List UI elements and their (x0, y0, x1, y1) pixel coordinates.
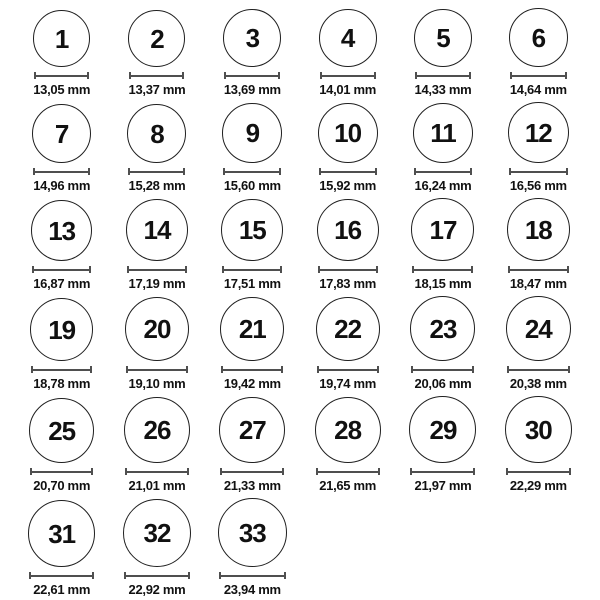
ring-size-cell (300, 8, 395, 98)
ring-size-number: 2 (150, 23, 164, 54)
measure-bar (417, 75, 469, 77)
diameter-measure-line (317, 366, 379, 373)
ring-size-number: 1 (54, 23, 69, 54)
ring-size-cell (300, 198, 395, 292)
diameter-measure-line (127, 266, 187, 273)
measure-bar (130, 171, 183, 173)
measure-bar (510, 269, 567, 271)
diameter-measure-line (508, 266, 569, 273)
measure-bar (223, 369, 281, 371)
ring-size-number: 24 (524, 313, 552, 344)
measure-endcap-right-icon (375, 168, 377, 175)
ring-size-cell (205, 296, 300, 392)
measure-endcap-right-icon (92, 572, 94, 579)
ring-size-cell (395, 8, 490, 98)
ring-circle (218, 498, 287, 567)
ring-circle (127, 104, 186, 163)
ring-circle (508, 102, 569, 163)
diameter-label: 17,83 mm (319, 276, 377, 291)
ring-size-number: 33 (238, 517, 266, 548)
diameter-measure-line (221, 366, 283, 373)
diameter-measure-line (32, 266, 91, 273)
ring-size-cell (109, 296, 204, 392)
measure-endcap-right-icon (188, 572, 190, 579)
ring-circle (509, 8, 568, 67)
ring-size-number: 32 (143, 518, 171, 548)
ring-size-number: 29 (429, 414, 457, 445)
measure-endcap-right-icon (89, 266, 91, 273)
diameter-label: 23,94 mm (223, 582, 281, 597)
ring-size-cell (300, 102, 395, 194)
measure-bar (318, 471, 378, 473)
ring-size-number: 4 (340, 23, 355, 53)
ring-size-cell (491, 296, 586, 392)
ring-circle (29, 398, 94, 463)
measure-bar (36, 75, 87, 77)
diameter-measure-line (222, 266, 282, 273)
diameter-label: 14,01 mm (319, 82, 377, 97)
diameter-label: 21,33 mm (223, 478, 281, 493)
diameter-measure-line (126, 366, 188, 373)
ring-circle (319, 9, 377, 67)
ring-circle (507, 198, 570, 261)
ring-circle (318, 103, 378, 163)
ring-size-number: 27 (238, 415, 266, 445)
ring-size-cell (109, 396, 204, 494)
measure-bar (413, 369, 472, 371)
measure-bar (412, 471, 473, 473)
ring-circle (410, 296, 475, 361)
ring-size-number: 12 (524, 117, 552, 148)
ring-size-cell (109, 8, 204, 98)
measure-bar (511, 171, 566, 173)
ring-size-number: 10 (334, 118, 362, 148)
ring-size-cell (14, 498, 109, 598)
ring-size-number: 9 (245, 118, 260, 148)
measure-endcap-right-icon (469, 72, 471, 79)
ring-size-cell (205, 198, 300, 292)
diameter-measure-line (414, 168, 472, 175)
ring-size-number: 30 (524, 414, 552, 445)
diameter-label: 13,37 mm (128, 82, 186, 97)
ring-circle (128, 10, 185, 67)
ring-circle (506, 296, 571, 361)
measure-endcap-right-icon (376, 266, 378, 273)
measure-endcap-right-icon (565, 72, 567, 79)
ring-circle (414, 9, 472, 67)
ring-size-number: 16 (334, 215, 362, 245)
ring-size-number: 19 (48, 314, 76, 345)
diameter-measure-line (31, 366, 92, 373)
measure-endcap-right-icon (88, 168, 90, 175)
ring-circle (223, 9, 281, 67)
ring-circle (28, 500, 95, 567)
ring-size-number: 15 (238, 215, 266, 245)
measure-endcap-right-icon (282, 468, 284, 475)
measure-endcap-right-icon (377, 366, 379, 373)
measure-endcap-right-icon (278, 72, 280, 79)
ring-size-cell (205, 396, 300, 494)
measure-endcap-right-icon (183, 168, 185, 175)
diameter-label: 22,29 mm (509, 478, 567, 493)
diameter-label: 22,61 mm (33, 582, 91, 597)
ring-size-cell (491, 198, 586, 292)
ring-circle (316, 297, 380, 361)
diameter-label: 20,70 mm (33, 478, 91, 493)
ring-size-cell (205, 8, 300, 98)
ring-circle (409, 396, 476, 463)
ring-size-number: 26 (143, 415, 171, 445)
diameter-measure-line (30, 468, 93, 475)
diameter-measure-line (33, 168, 90, 175)
diameter-label: 16,56 mm (509, 178, 567, 193)
ring-size-number: 13 (48, 215, 76, 246)
measure-bar (31, 575, 92, 577)
ring-size-number: 17 (429, 214, 457, 245)
diameter-measure-line (411, 366, 474, 373)
diameter-measure-line (506, 468, 571, 475)
diameter-label: 16,87 mm (33, 276, 91, 291)
ring-circle (123, 499, 191, 567)
diameter-label: 19,74 mm (319, 376, 377, 391)
measure-endcap-right-icon (280, 266, 282, 273)
measure-endcap-right-icon (186, 366, 188, 373)
measure-bar (32, 471, 91, 473)
diameter-label: 19,10 mm (128, 376, 186, 391)
diameter-label: 15,28 mm (128, 178, 186, 193)
diameter-measure-line (510, 72, 567, 79)
diameter-label: 21,65 mm (319, 478, 377, 493)
ring-size-number: 21 (238, 314, 266, 344)
ring-circle (222, 103, 282, 163)
ring-size-number: 5 (436, 23, 450, 53)
ring-size-cell (491, 8, 586, 98)
ring-size-cell (395, 198, 490, 292)
ring-size-number: 6 (531, 22, 546, 53)
ring-size-cell (14, 396, 109, 494)
diameter-measure-line (410, 468, 475, 475)
measure-endcap-right-icon (91, 468, 93, 475)
diameter-measure-line (29, 572, 94, 579)
ring-size-number: 7 (54, 118, 69, 149)
ring-circle (33, 10, 90, 67)
diameter-measure-line (224, 72, 280, 79)
ring-circle (124, 397, 190, 463)
ring-size-cell (109, 198, 204, 292)
ring-circle (30, 298, 93, 361)
diameter-label: 21,97 mm (414, 478, 472, 493)
measure-endcap-right-icon (566, 168, 568, 175)
ring-size-number: 8 (150, 118, 164, 149)
diameter-label: 22,92 mm (128, 582, 186, 597)
ring-size-number: 31 (48, 518, 76, 549)
ring-size-cell (395, 396, 490, 494)
ring-size-cell (14, 8, 109, 98)
diameter-label: 16,24 mm (414, 178, 472, 193)
diameter-label: 19,42 mm (223, 376, 281, 391)
diameter-label: 14,64 mm (509, 82, 567, 97)
ring-size-cell (300, 396, 395, 494)
measure-bar (225, 171, 279, 173)
measure-endcap-right-icon (279, 168, 281, 175)
diameter-measure-line (319, 168, 377, 175)
measure-endcap-right-icon (472, 366, 474, 373)
measure-endcap-right-icon (87, 72, 89, 79)
diameter-measure-line (220, 468, 284, 475)
measure-bar (320, 269, 376, 271)
measure-bar (34, 269, 89, 271)
measure-endcap-right-icon (187, 468, 189, 475)
diameter-label: 18,47 mm (509, 276, 567, 291)
ring-size-cell (14, 296, 109, 392)
measure-bar (416, 171, 470, 173)
measure-endcap-right-icon (284, 572, 286, 579)
diameter-measure-line (124, 572, 190, 579)
measure-bar (321, 171, 375, 173)
measure-endcap-right-icon (185, 266, 187, 273)
diameter-measure-line (129, 72, 184, 79)
diameter-measure-line (507, 366, 570, 373)
measure-bar (224, 269, 280, 271)
ring-circle (317, 199, 379, 261)
measure-bar (322, 75, 374, 77)
ring-size-number: 20 (143, 314, 171, 344)
ring-size-number: 28 (334, 415, 362, 445)
diameter-measure-line (34, 72, 89, 79)
measure-endcap-right-icon (569, 468, 571, 475)
measure-endcap-right-icon (90, 366, 92, 373)
ring-size-number: 11 (430, 118, 456, 148)
diameter-label: 15,60 mm (223, 178, 281, 193)
measure-bar (127, 471, 187, 473)
measure-bar (128, 369, 186, 371)
ring-size-number: 23 (429, 313, 457, 344)
ring-size-cell (14, 102, 109, 194)
ring-circle (31, 200, 92, 261)
measure-endcap-right-icon (473, 468, 475, 475)
measure-endcap-right-icon (378, 468, 380, 475)
ring-size-cell (491, 396, 586, 494)
diameter-label: 21,01 mm (128, 478, 186, 493)
diameter-measure-line (128, 168, 185, 175)
ring-size-cell (109, 498, 204, 598)
ring-size-number: 25 (48, 415, 76, 446)
measure-bar (512, 75, 565, 77)
ring-circle (315, 397, 381, 463)
measure-bar (508, 471, 569, 473)
diameter-measure-line (320, 72, 376, 79)
measure-bar (35, 171, 88, 173)
diameter-label: 14,33 mm (414, 82, 472, 97)
diameter-label: 15,92 mm (319, 178, 377, 193)
measure-bar (129, 269, 185, 271)
diameter-label: 13,69 mm (223, 82, 281, 97)
measure-endcap-right-icon (374, 72, 376, 79)
measure-endcap-right-icon (471, 266, 473, 273)
ring-size-cell (109, 102, 204, 194)
diameter-label: 17,51 mm (223, 276, 281, 291)
diameter-measure-line (509, 168, 568, 175)
measure-bar (222, 471, 282, 473)
measure-bar (414, 269, 471, 271)
ring-size-number: 22 (334, 314, 362, 344)
ring-size-cell (205, 102, 300, 194)
ring-size-cell (395, 102, 490, 194)
ring-size-cell (491, 102, 586, 194)
ring-circle (32, 104, 91, 163)
diameter-measure-line (412, 266, 473, 273)
diameter-label: 20,06 mm (414, 376, 472, 391)
diameter-label: 13,05 mm (33, 82, 91, 97)
measure-endcap-right-icon (470, 168, 472, 175)
diameter-measure-line (415, 72, 471, 79)
ring-circle (125, 297, 189, 361)
diameter-label: 18,15 mm (414, 276, 472, 291)
measure-bar (509, 369, 568, 371)
ring-size-number: 18 (524, 214, 552, 245)
ring-circle (221, 199, 283, 261)
ring-size-cell (300, 296, 395, 392)
measure-endcap-right-icon (182, 72, 184, 79)
ring-circle (126, 199, 188, 261)
ring-circle (411, 198, 474, 261)
diameter-label: 14,96 mm (33, 178, 91, 193)
measure-bar (126, 575, 188, 577)
diameter-measure-line (219, 572, 286, 579)
ring-circle (220, 297, 284, 361)
ring-circle (413, 103, 473, 163)
diameter-label: 20,38 mm (509, 376, 567, 391)
ring-size-cell (14, 198, 109, 292)
diameter-label: 17,19 mm (128, 276, 186, 291)
ring-circle (219, 397, 285, 463)
diameter-measure-line (316, 468, 380, 475)
ring-size-number: 3 (245, 23, 260, 53)
measure-endcap-right-icon (281, 366, 283, 373)
measure-bar (131, 75, 182, 77)
diameter-measure-line (318, 266, 378, 273)
diameter-measure-line (125, 468, 189, 475)
measure-bar (221, 575, 284, 577)
diameter-label: 18,78 mm (33, 376, 91, 391)
ring-circle (505, 396, 572, 463)
ring-size-cell (395, 296, 490, 392)
ring-size-cell (205, 498, 300, 598)
measure-bar (319, 369, 377, 371)
measure-bar (33, 369, 90, 371)
ring-size-number: 14 (143, 215, 171, 245)
measure-bar (226, 75, 278, 77)
measure-endcap-right-icon (568, 366, 570, 373)
diameter-measure-line (223, 168, 281, 175)
measure-endcap-right-icon (567, 266, 569, 273)
